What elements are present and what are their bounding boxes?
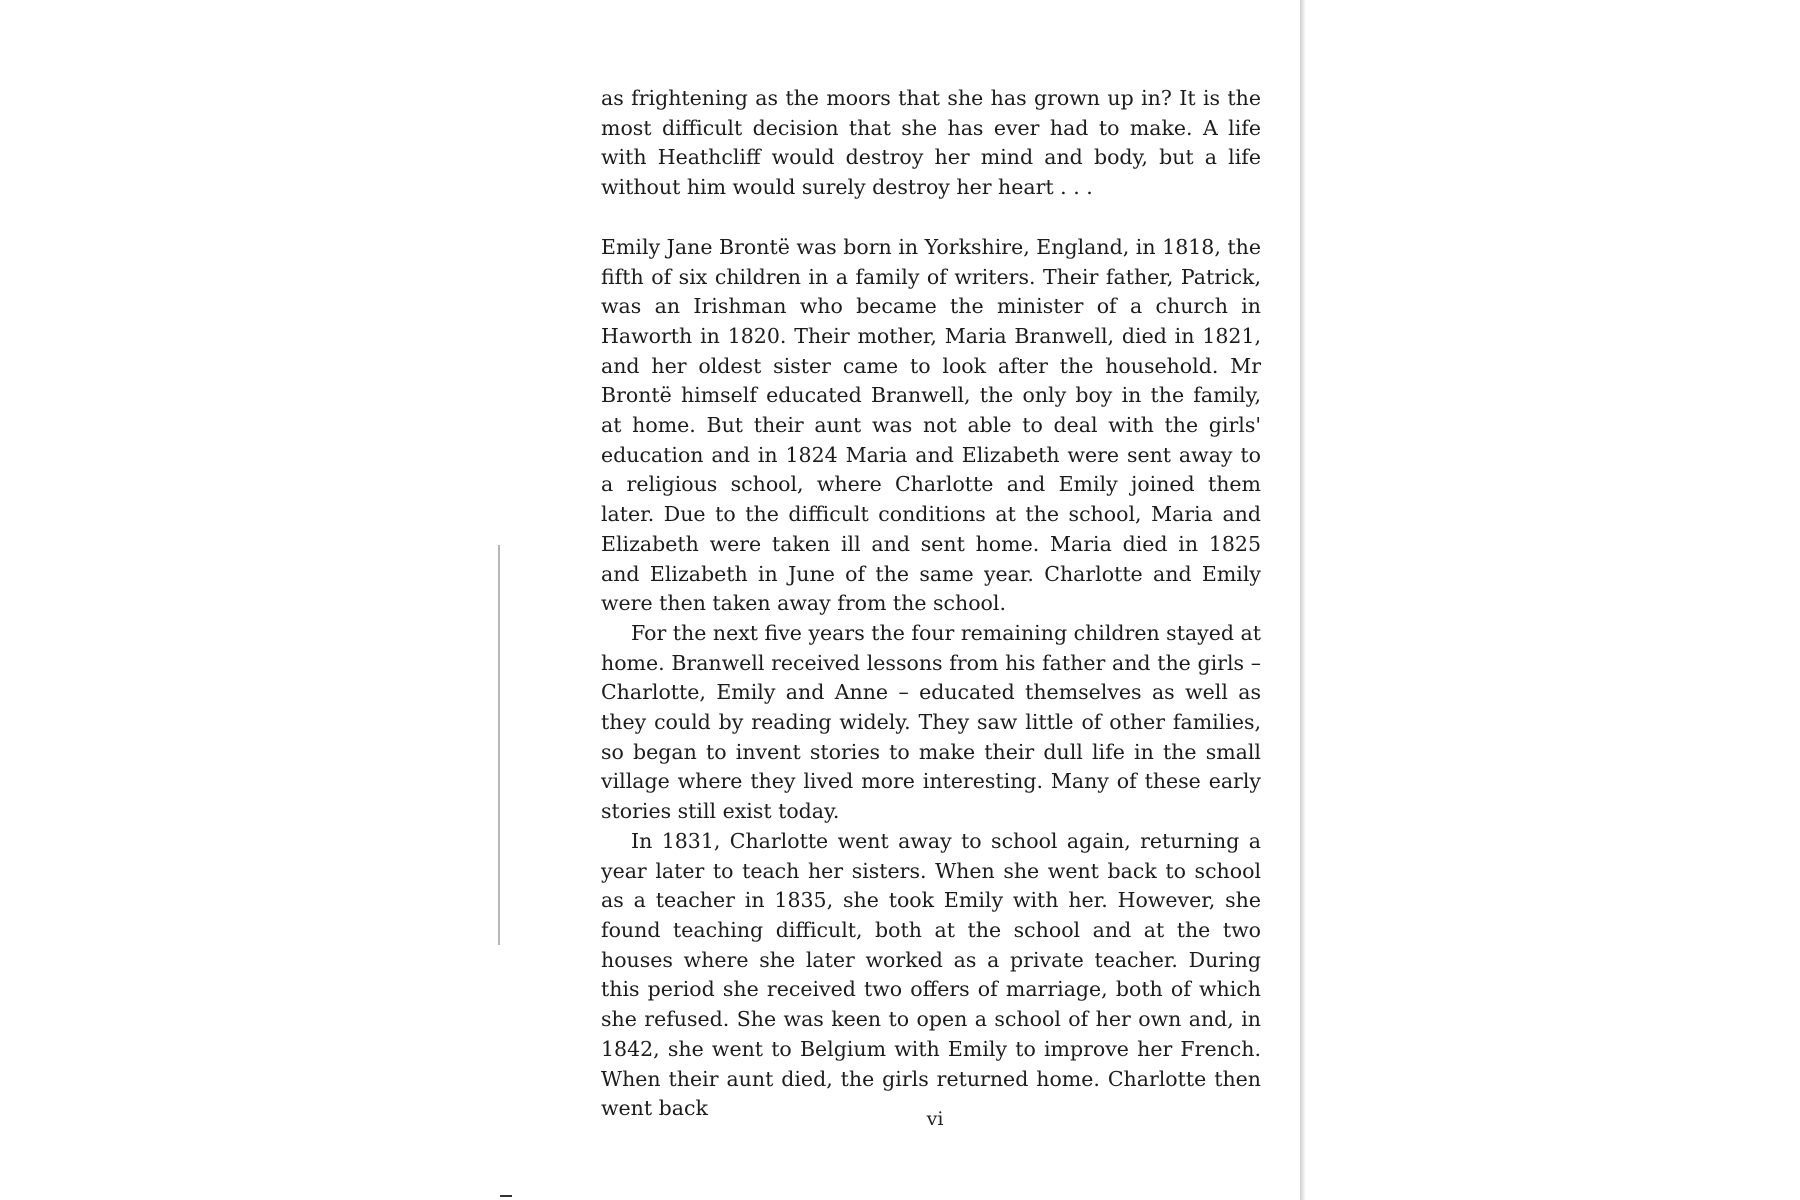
- page-edge-right: [1300, 0, 1306, 1200]
- page-number: vi: [926, 1108, 944, 1130]
- paragraph-charlotte-school: In 1831, Charlotte went away to school again, returning a year later to teach her sisters. When she went back to school as a teacher in 1835, she took Emily with her. However, she found teaching difficult, both at the school and at the two houses where she later worked as a private teacher. During this period she received two offers of marriage, both of which she refused. She was keen to open a school of her own and, in 1842, she went to Belgium with Emily to improve her French. When their aunt died, the girls returned home. Charlotte then went back: [601, 828, 1261, 1121]
- paragraph-biography-intro: Emily Jane Brontë was born in Yorkshire, England, in 1818, the fifth of six children in a family of writers. Their father, Patrick, was an Irishman who became the minister of a church in Haworth in 1820. Their mother, Maria Branwell, died in 1821, and her oldest sister came to look after the household. Mr Brontë himself educated Branwell, the only boy in the family, at home. But their aunt was not able to deal with the girls' education and in 1824 Maria and Elizabeth were sent away to a religious school, where Charlotte and Emily joined them later. Due to the difficult conditions at the school, Maria and Elizabeth were taken ill and sent home. Maria died in 1825 and Elizabeth in June of the same year. Charlotte and Emily were then taken away from the school.: [601, 234, 1261, 616]
- page-edge-left: [498, 545, 500, 945]
- paragraph-childhood: For the next five years the four remaining children stayed at home. Branwell received lessons from his father and the girls – Charlotte, Emily and Anne – educated themselves as well as they could by reading widely. They saw little of other families, so began to invent stories to make their dull life in the small village where they lived more interesting. Many of these early stories still exist today.: [601, 620, 1261, 824]
- corner-mark: [500, 1195, 512, 1197]
- paragraph-continued: as frightening as the moors that she has grown up in? It is the most difficult decision that she has ever had to make. A life with Heathcliff would destroy her mind and body, but a life without him would surely destroy her heart . . .: [601, 86, 1261, 200]
- body-text: [601, 84, 1261, 1124]
